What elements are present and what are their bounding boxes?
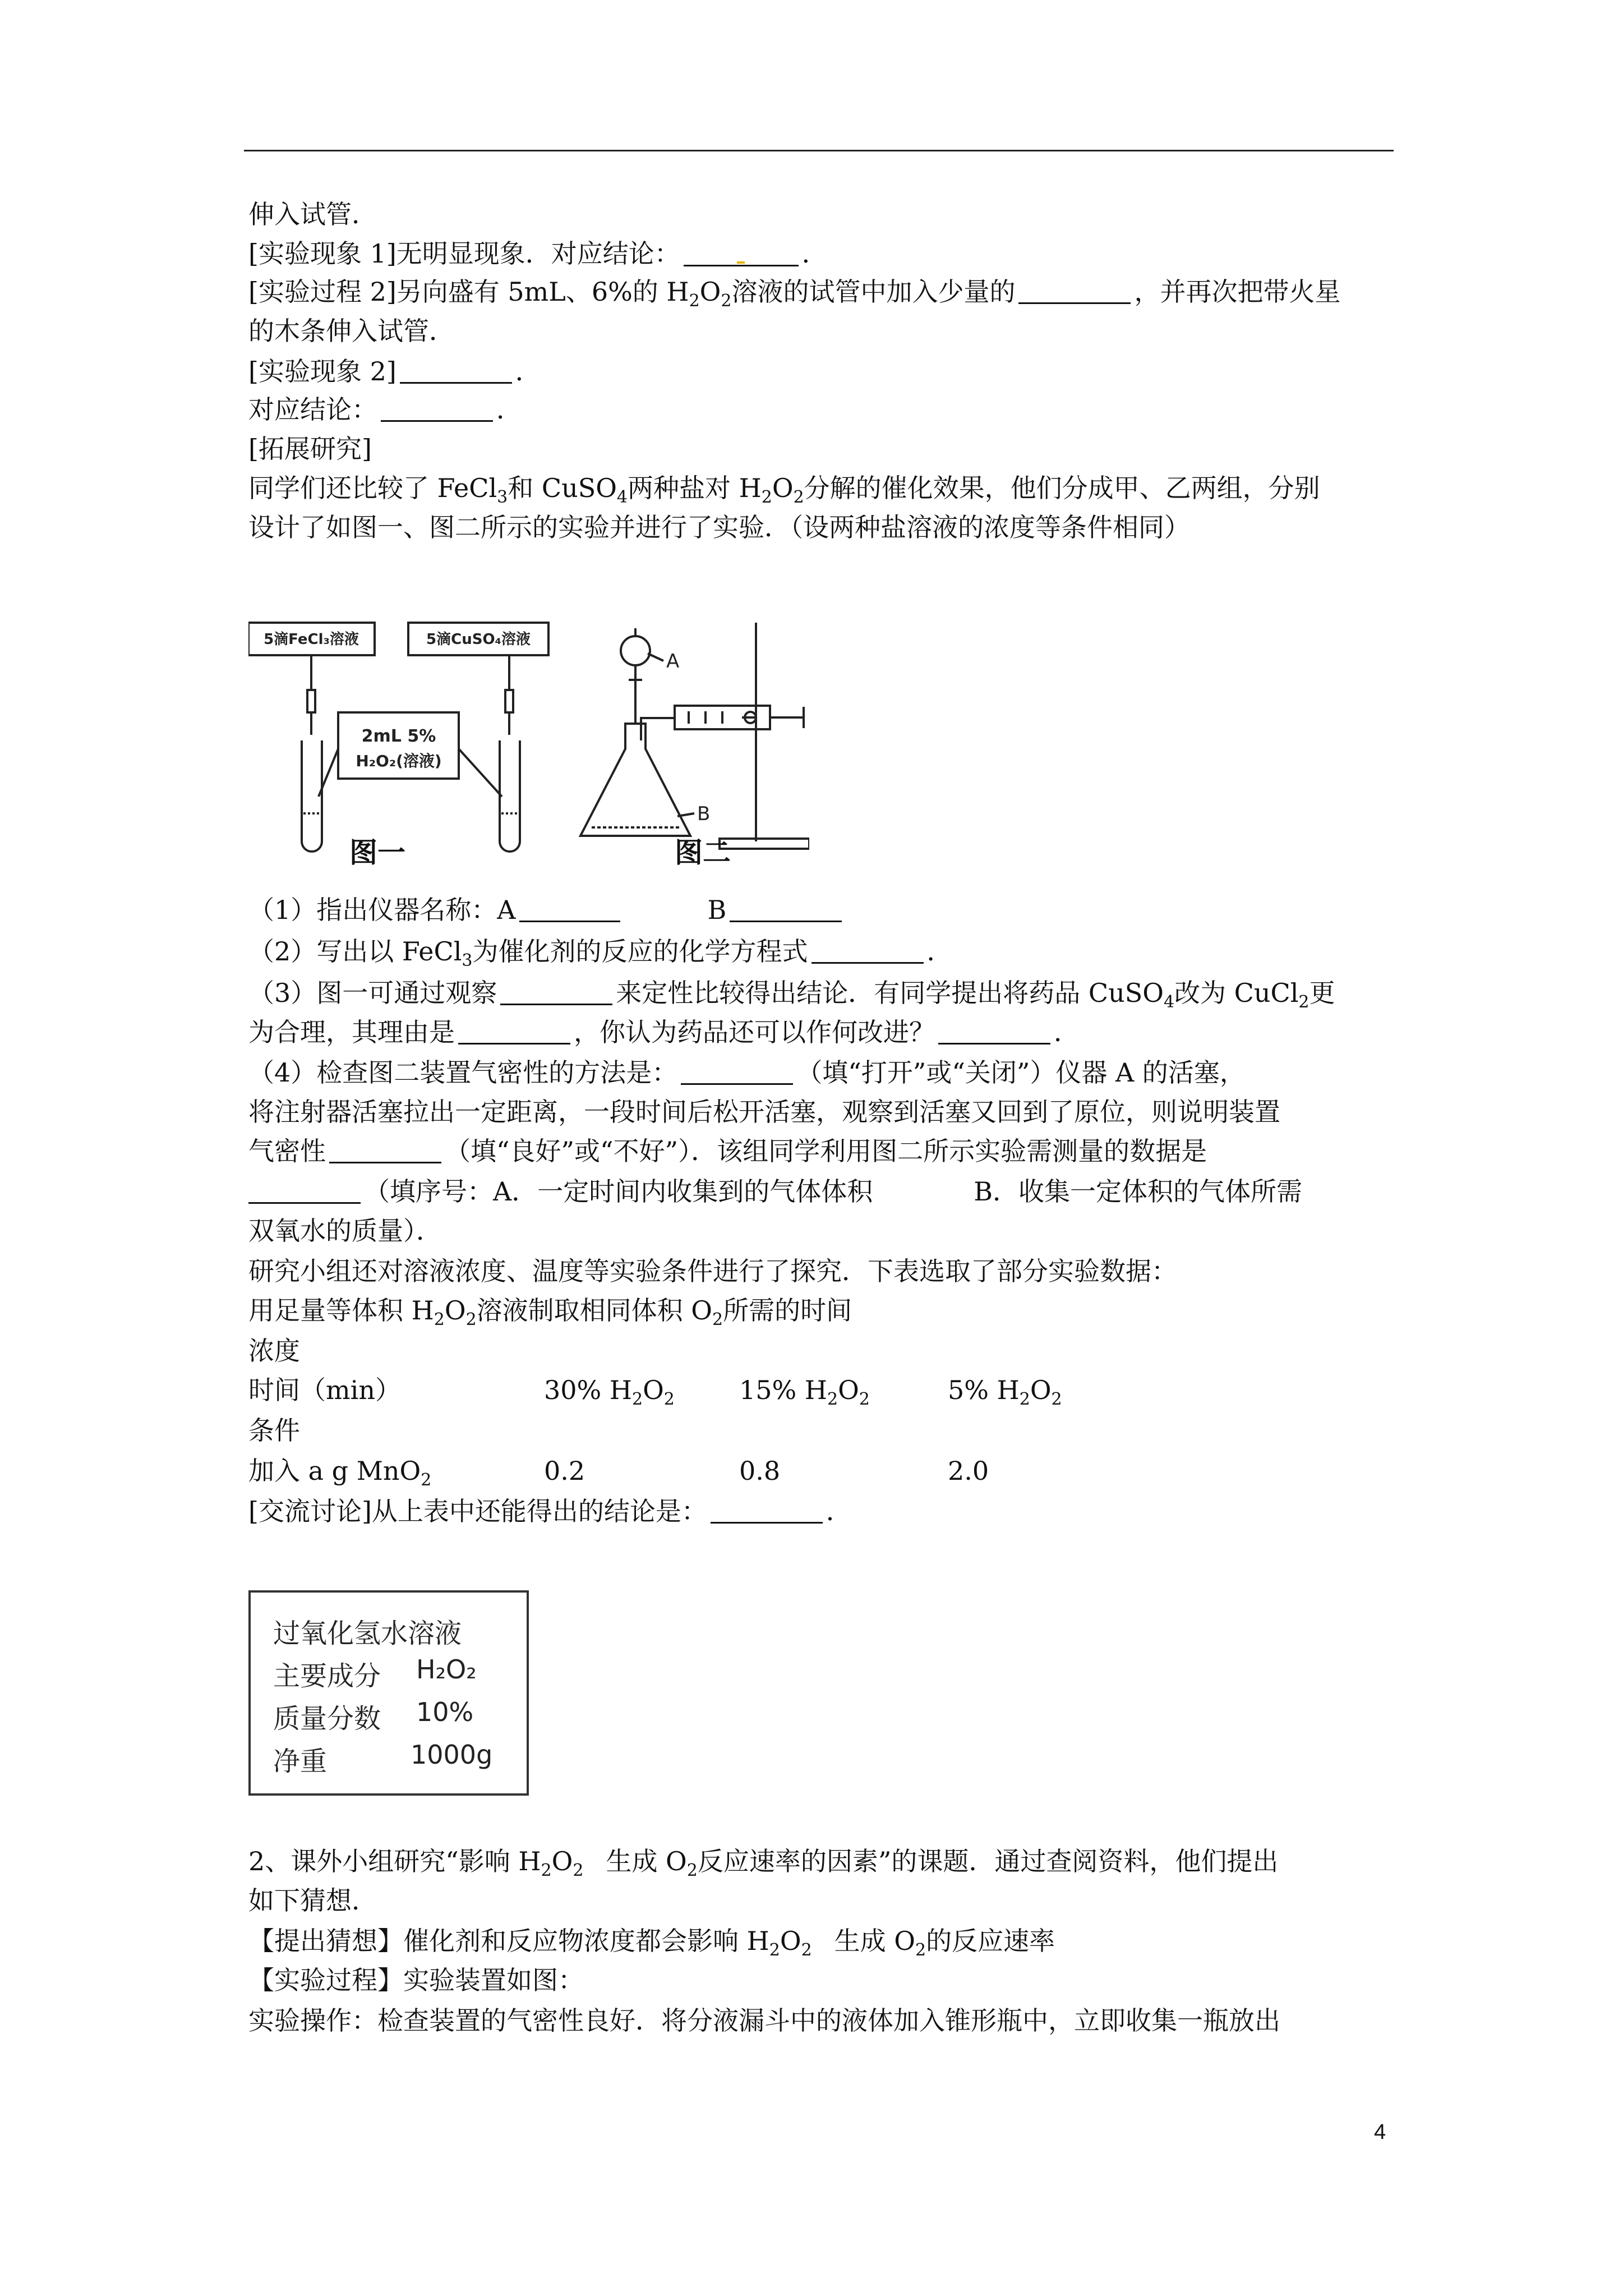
table-header-time: 时间（min） — [248, 1375, 401, 1405]
table-cell: 0.2 — [544, 1456, 585, 1486]
answer-blank[interactable] — [730, 896, 842, 922]
question-2: （2）写出以 FeCl$_3$为催化剂的反应的化学方程式 ． — [248, 936, 953, 970]
text-line: 研究小组还对溶液浓度、温度等实验条件进行了探究．下表选取了部分实验数据： — [248, 1256, 1177, 1286]
text-line: 伸入试管． — [248, 199, 377, 229]
h2o2-concentration-label: 2mL 5% — [361, 726, 436, 746]
table-header-concentration: 浓度 — [248, 1336, 300, 1366]
answer-blank[interactable] — [381, 395, 493, 422]
text-line: 设计了如图一、图二所示的实验并进行了实验．（设两种盐溶液的浓度等条件相同） — [248, 512, 1190, 542]
answer-blank[interactable] — [329, 1137, 441, 1163]
discussion-line: [交流讨论]从上表中还能得出的结论是： ． — [248, 1496, 852, 1526]
answer-blank[interactable] — [938, 1018, 1050, 1045]
table-row-mno2: 加入 a g MnO$_2$ — [248, 1456, 432, 1490]
question-3: （3）图一可通过观察 来定性比较得出结论．有同学提出将药品 CuSO$_4$改为 CuCl$_2$更 — [248, 978, 1335, 1012]
question-4: （4）检查图二装置气密性的方法是： （填“打开”或“关闭”）仪器 A 的活塞， — [248, 1057, 1246, 1088]
text-line: [实验现象 1]无明显现象．对应结论： ． — [248, 238, 828, 269]
text-line: 的木条伸入试管． — [248, 316, 455, 346]
bottle-label-value: 1000g — [411, 1740, 493, 1770]
table-col-5: 5% $H_2O_2$ — [948, 1375, 1062, 1409]
figure-1-caption: 图一 — [349, 836, 405, 869]
answer-blank[interactable] — [811, 937, 924, 964]
answer-blank[interactable] — [711, 1497, 823, 1524]
answer-blank[interactable] — [500, 979, 612, 1005]
answer-blank[interactable] — [684, 240, 799, 266]
question-4-cont: 将注射器活塞拉出一定距离，一段时间后松开活塞，观察到活塞又回到了原位，则说明装置 — [248, 1097, 1280, 1127]
instrument-a-label: A — [666, 650, 680, 673]
procedure-heading: 【实验过程】实验装置如图： — [248, 1965, 584, 1995]
text-line: 同学们还比较了 FeCl$_3$和 CuSO$_4$两种盐对 $H_2O_2$分解的催化效果，他们分成甲、乙两组，分别 — [248, 473, 1320, 507]
experiment-figure — [248, 611, 809, 875]
answer-blank[interactable] — [681, 1059, 793, 1085]
text-line: 对应结论： ． — [248, 394, 522, 425]
bottle-label-value: 10% — [416, 1697, 474, 1727]
bottle-label-value: H₂O₂ — [416, 1654, 477, 1685]
text-line: 如下猜想． — [248, 1885, 377, 1916]
question-2-intro: 2、课外小组研究“影响 $H_2O_2$ 生成 $O_2$反应速率的因素”的课题．通过查阅资料，他们提出 — [248, 1846, 1279, 1880]
answer-blank[interactable] — [1018, 278, 1131, 304]
table-cell: 2.0 — [948, 1456, 989, 1486]
bottle-label-row: 净重 — [273, 1746, 328, 1777]
bottle-label-row: 质量分数 — [273, 1703, 381, 1734]
question-4-cont: 双氧水的质量）． — [248, 1216, 442, 1246]
question-4-cont: 气密性 （填“良好”或“不好”）．该组同学利用图二所示实验需测量的数据是 — [248, 1136, 1207, 1166]
table-col-15: 15% $H_2O_2$ — [739, 1375, 870, 1409]
bottle-label-title: 过氧化氢水溶液 — [273, 1618, 462, 1649]
answer-blank[interactable] — [248, 1177, 361, 1204]
header-rule — [244, 150, 1394, 151]
h2o2-solution-label: H₂O₂(溶液) — [356, 752, 442, 770]
highlight-mark — [737, 261, 745, 264]
page-number: 4 — [1374, 2120, 1386, 2144]
answer-blank[interactable] — [519, 896, 620, 922]
procedure-line: 实验操作：检查装置的气密性良好．将分液漏斗中的液体加入锥形瓶中，立即收集一瓶放出 — [248, 2005, 1280, 2036]
instrument-b-label: B — [697, 803, 711, 825]
text-line: [实验过程 2]另向盛有 5mL、6%的 $H_2O_2$溶液的试管中加入少量的 ，并再次把带火星 — [248, 277, 1341, 311]
answer-blank[interactable] — [458, 1018, 570, 1045]
question-3-cont: 为合理，其理由是 ，你认为药品还可以作何改进？ ． — [248, 1017, 1080, 1047]
table-col-30: 30% $H_2O_2$ — [544, 1375, 675, 1409]
bottle-label-row: 主要成分 — [273, 1660, 381, 1692]
cuso4-label: 5滴CuSO₄溶液 — [426, 631, 531, 648]
text-line: 用足量等体积 $H_2O_2$溶液制取相同体积 $O_2$所需的时间 — [248, 1295, 852, 1329]
hypothesis-line: 【提出猜想】催化剂和反应物浓度都会影响 $H_2O_2$ 生成 $O_2$的反应速率 — [248, 1926, 1055, 1960]
answer-blank[interactable] — [400, 357, 512, 384]
question-1: （1）指出仪器名称：A B — [248, 893, 845, 927]
table-cell: 0.8 — [739, 1456, 781, 1486]
bottle-label — [248, 1590, 529, 1796]
question-4-cont: （填序号：A．一定时间内收集到的气体体积 B．收集一定体积的气体所需 — [248, 1175, 1302, 1208]
text-line: [实验现象 2] ． — [248, 356, 541, 386]
figure-2-caption: 图二 — [675, 836, 731, 869]
fecl3-label: 5滴FeCl₃溶液 — [264, 631, 359, 648]
table-header-condition: 条件 — [248, 1415, 300, 1446]
section-heading: [拓展研究] — [248, 434, 372, 464]
